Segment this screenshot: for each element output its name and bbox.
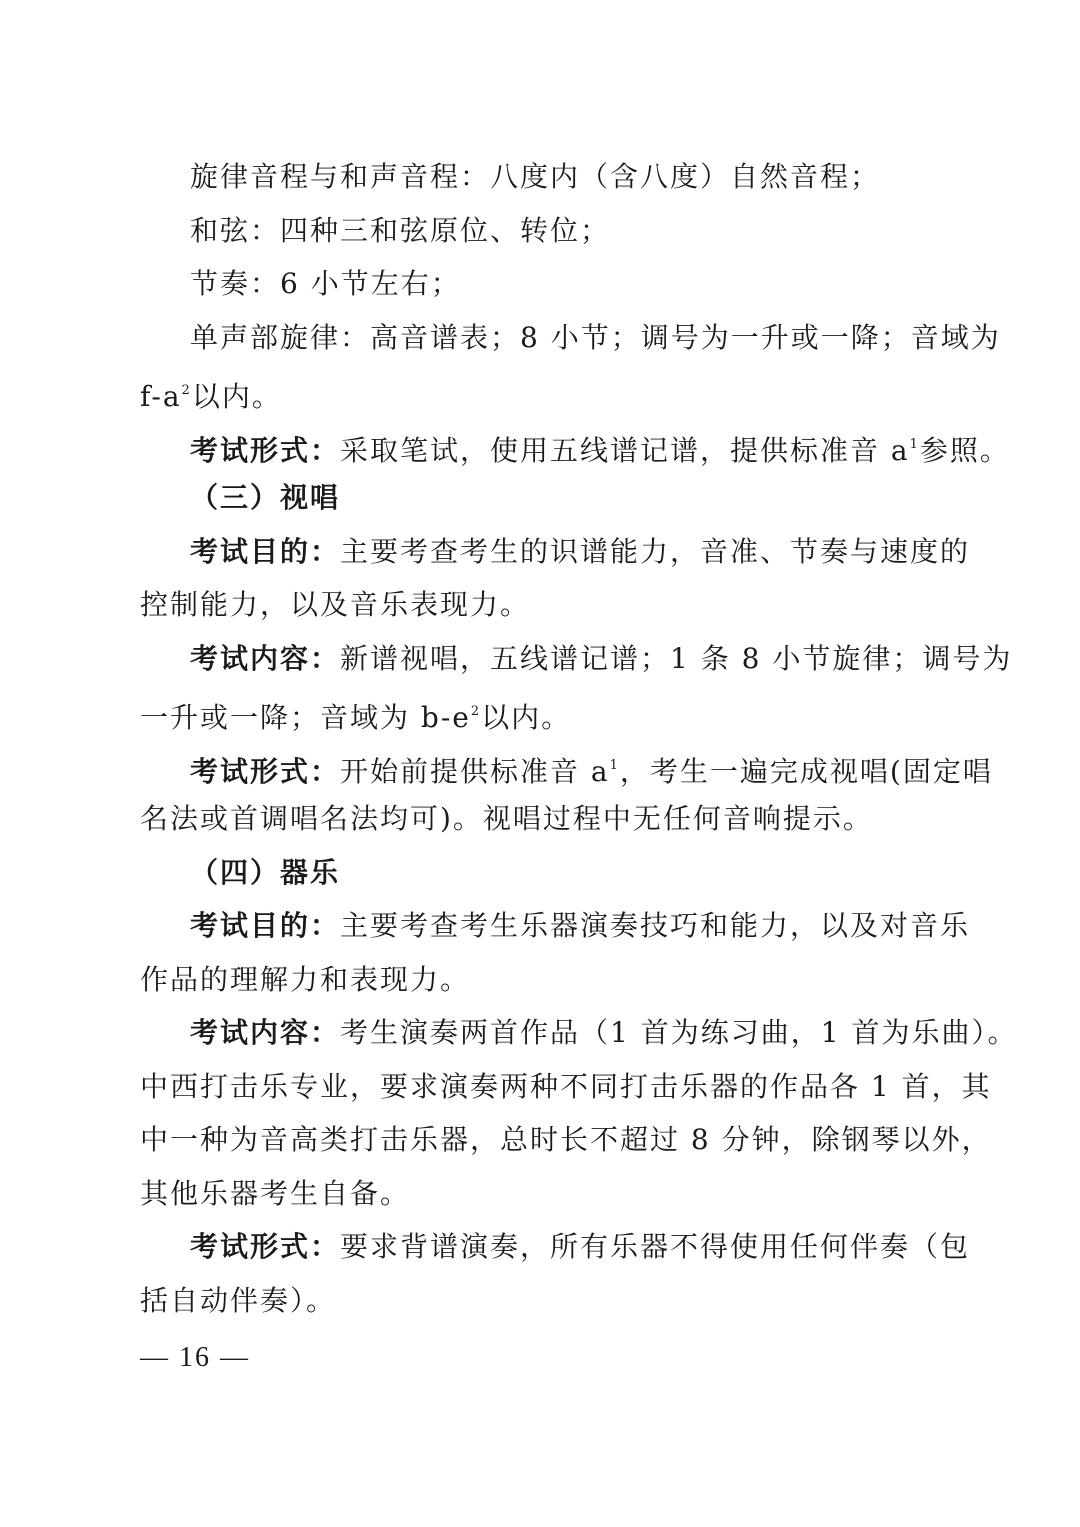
instr-content-paragraph bbox=[140, 1006, 1018, 1060]
section-heading-sight-singing: （三）视唱 bbox=[190, 481, 341, 514]
sight-content-superscript: 2 bbox=[470, 704, 480, 719]
sight-purpose-text: 主要考查考生的识谱能力，音准、节奏与速度的 bbox=[340, 534, 971, 568]
sight-purpose-continued: 控制能力，以及音乐表现力。 bbox=[140, 588, 531, 621]
theory-form-suffix: 参照。 bbox=[919, 433, 1010, 467]
instr-content-text: 考生演奏两首作品（1 首为练习曲，1 首为乐曲）。 bbox=[340, 1016, 1018, 1049]
sight-content-continued bbox=[140, 685, 958, 739]
sight-form-text: 开始前提供标准音 a bbox=[340, 754, 610, 788]
instr-content-line-4: 其他乐器考生自备。 bbox=[140, 1176, 411, 1210]
sight-content-paragraph bbox=[140, 632, 1013, 686]
instr-purpose-paragraph bbox=[140, 899, 971, 953]
sight-content-text: 新谱视唱，五线谱记谱；1 条 8 小节旋律；调号为 bbox=[340, 641, 1013, 675]
instr-form-continued: 括自动伴奏）。 bbox=[140, 1283, 337, 1317]
document-page bbox=[140, 150, 1018, 1327]
sight-form-suffix: ，考生一遍完成视唱(固定唱 bbox=[619, 754, 993, 788]
instr-form-paragraph bbox=[140, 1220, 971, 1274]
instr-content-line-2: 中西打击乐专业，要求演奏两种不同打击乐器的作品各 1 首，其 bbox=[140, 1069, 992, 1103]
sight-form-paragraph bbox=[140, 739, 993, 793]
rhythm-line: 节奏：6 小节左右； bbox=[190, 267, 461, 300]
theory-form-label: 考试形式： bbox=[190, 433, 341, 467]
sight-form-label: 考试形式： bbox=[190, 754, 341, 788]
interval-line: 旋律音程与和声音程：八度内（含八度）自然音程； bbox=[190, 160, 881, 193]
sight-purpose-paragraph bbox=[140, 525, 971, 579]
sight-form-continued: 名法或首调唱名法均可)。视唱过程中无任何音响提示。 bbox=[140, 802, 873, 835]
page-number: — 16 — bbox=[140, 1342, 250, 1373]
instr-purpose-text: 主要考查考生乐器演奏技巧和能力，以及对音乐 bbox=[340, 909, 971, 942]
melody-range-text: f-a bbox=[140, 380, 182, 413]
melody-range-suffix: 以内。 bbox=[191, 380, 282, 413]
instr-content-label: 考试内容： bbox=[190, 1016, 341, 1049]
chord-line: 和弦：四种三和弦原位、转位； bbox=[190, 213, 611, 247]
sight-form-superscript: 1 bbox=[609, 757, 618, 773]
theory-form-paragraph bbox=[140, 418, 1010, 472]
sight-purpose-label: 考试目的： bbox=[190, 534, 341, 568]
sight-content-range: 一升或一降；音域为 b-e bbox=[140, 701, 471, 734]
instr-content-line-3: 中一种为音高类打击乐器，总时长不超过 8 分钟，除钢琴以外， bbox=[140, 1123, 992, 1156]
sight-content-suffix: 以内。 bbox=[481, 701, 572, 734]
sight-content-label: 考试内容： bbox=[190, 641, 341, 675]
theory-form-text: 采取笔试，使用五线谱记谱，提供标准音 a bbox=[340, 433, 910, 467]
section-heading-instrumental: （四）器乐 bbox=[190, 855, 341, 889]
melody-line: 单声部旋律：高音谱表；8 小节；调号为一升或一降；音域为 bbox=[190, 320, 1001, 354]
instr-form-label: 考试形式： bbox=[190, 1230, 341, 1263]
theory-form-superscript: 1 bbox=[909, 436, 918, 452]
melody-range-superscript: 2 bbox=[181, 383, 190, 398]
instr-purpose-continued: 作品的理解力和表现力。 bbox=[140, 962, 471, 996]
instr-form-text: 要求背谱演奏，所有乐器不得使用任何伴奏（包 bbox=[340, 1230, 971, 1263]
melody-line-continued bbox=[140, 364, 958, 418]
instr-purpose-label: 考试目的： bbox=[190, 909, 341, 942]
